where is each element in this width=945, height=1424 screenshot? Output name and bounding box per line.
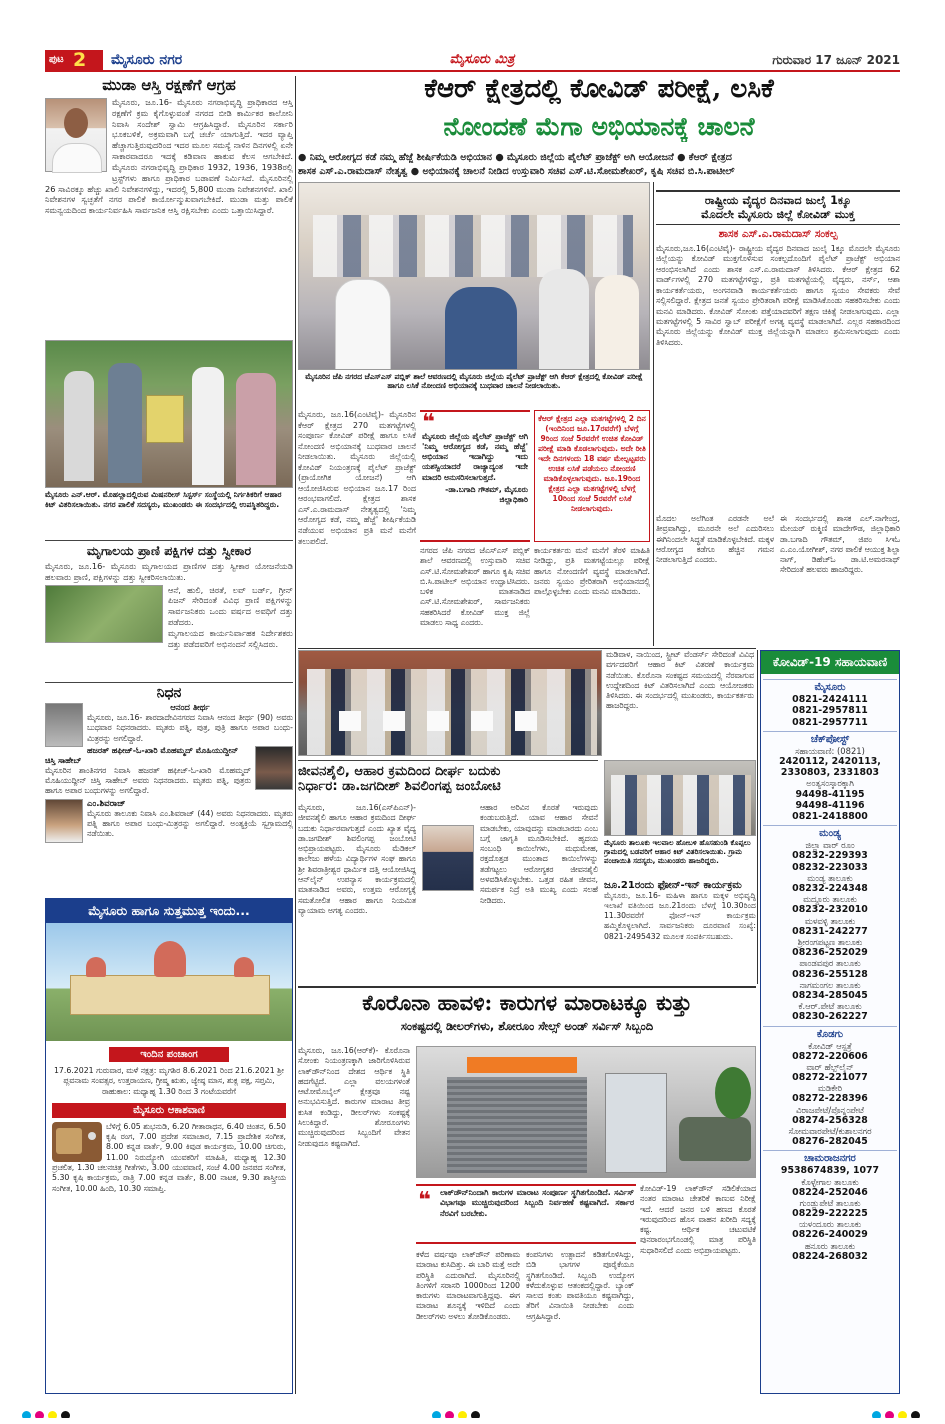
side-headline-1: ರಾಷ್ಟ್ರೀಯ ವೈದ್ಯರ ದಿನವಾದ ಜುಲೈ 1ಕ್ಕೂ [704,194,852,207]
rule-photo-row [298,648,756,649]
parked-suv [679,1117,751,1161]
kit-bags [339,711,559,731]
lead-cont-d: ಈ ಸಂದರ್ಭದಲ್ಲಿ ಶಾಸಕ ಎಲ್.ನಾಗೇಂದ್ರ, ಮೇಯರ್ ರುಕ್ಮಿಣಿ ಮಾದೇಗೌಡ, ಜಿಲ್ಲಾಧಿಕಾರಿ ಡಾ.ಬಗಾದಿ ಗೌತಮ್, ಜಿಪಂ ಸಿಇಓ ಎ.ಎಂ.ಯೋಗೀಶ್, ನಗರ ಪಾಲಿಕೆ ಆಯುಕ್ತ ಶಿಲ್ಪಾ ನಾಗ್, ಡಿಹೆಚ್‌ಓ ಡಾ.ಟಿ.ಅಮರನಾಥ್ ಸೇರಿದಂತೆ ಹಲವರು ಹಾಜರಿದ್ದರು. [780,514,900,575]
helpline-label: ವಿರಾಜಪೇಟೆ/ಪೊನ್ನಂಪೇಟೆ [796,1104,864,1115]
phone-in-body: ಮೈಸೂರು, ಜೂ.16- ಮಹಿಳಾ ಹಾಗೂ ಮಕ್ಕಳ ಅಭಿವೃದ್ಧಿ ಇಲಾಖೆ ವತಿಯಿಂದ ಜೂ.21ರಂದು ಬೆಳಗ್ಗೆ 10.30ರಿಂದ 11.30ರವರೆಗೆ ಫೋನ್-ಇನ್ ಕಾರ್ಯಕ್ರಮ ಹಮ್ಮಿಕೊಳ್ಳಲಾಗಿದೆ. ಸಾರ್ವಜನಿಕರು ದೂರವಾಣಿ ಸಂಖ್ಯೆ: 0821-2495432 ಮೂಲಕ ಸಂಪರ್ಕಿಸಬಹುದು. [604,891,756,941]
lead-cont-b: ಕಾರ್ಯಕರ್ತರು ಮನೆ ಮನೆಗೆ ತೆರಳಿ ಮಾಹಿತಿ ನೀಡಿದ್ದು, ಪ್ರತಿ ಮತಗಟ್ಟೆಯಲ್ಲೂ ಪರೀಕ್ಷೆ ಹಾಗೂ ನೋಂದಣಿಗೆ ವ್ಯವಸ್ಥೆ ಮಾಡಲಾಗಿದೆ. ಜನರು ಸ್ವಯಂ ಪ್ರೇರಿತರಾಗಿ ಅಭಿಯಾನದಲ್ಲಿ ಪಾಲ್ಗೊಳ್ಳಬೇಕು ಎಂದು ಮನವಿ ಮಾಡಿದರು. [534,546,650,597]
zoo-headline: ಮೃಗಾಲಯ ಪ್ರಾಣಿ ಪಕ್ಷಿಗಳ ದತ್ತು ಸ್ವೀಕಾರ [86,543,252,558]
car-quote: ಲಾಕ್‌ಡೌನ್‌ನಿಂದಾಗಿ ಕಾರುಗಳ ಮಾರಾಟ ಸಂಪೂರ್ಣ ಸ್ಥಗಿತಗೊಂಡಿದೆ. ಸರ್ವಿಸ್ ವಿಭಾಗವೂ ಮುಚ್ಚಿರುವುದರಿಂದ ಸಿಬ್ಬಂದಿ ನಿರ್ವಹಣೆ ಕಷ್ಟವಾಗಿದೆ. ಸರ್ಕಾರ ನೆರವಿಗೆ ಬರಬೇಕು. [440,1188,634,1218]
dot-yellow [458,1411,467,1418]
crowd-row [313,215,633,277]
helpline-label: ಕೊಳ್ಳೇಗಾಲ ತಾಲೂಕು [801,1176,859,1187]
helpline-number: 08226-240029 [792,1229,868,1241]
helpline-label: ಪಾಂಡವಪುರ ತಾಲೂಕು [799,958,861,969]
portrait-shirt [52,143,102,173]
lead-cont-a: ನಗರದ ಜೆಪಿ ನಗರದ ಜೆಎಸ್‌ಎಸ್ ಪಬ್ಲಿಕ್ ಶಾಲೆ ಆವರಣದಲ್ಲಿ ಉಸ್ತುವಾರಿ ಸಚಿವ ಎಸ್.ಟಿ.ಸೋಮಶೇಖರ್ ಹಾಗೂ ಕೃಷಿ ಸಚಿವ ಬಿ.ಸಿ.ಪಾಟೀಲ್ ಅಭಿಯಾನ ಉದ್ಘಾಟಿಸಿದರು. ಬಳಿಕ ಮಾತನಾಡಿದ ಎಸ್.ಟಿ.ಸೋಮಶೇಖರ್, ಸಾರ್ವಜನಿಕರು ಸಹಕರಿಸಿದರೆ ಕೋವಿಡ್ ಮುಕ್ತ ಜಿಲ್ಲೆ ಮಾಡಲು ಸಾಧ್ಯ ಎಂದರು. [420,546,530,627]
lead-bullets-1: ● ನಿಮ್ಮ ಆರೋಗ್ಯದ ಕಡೆ ನಮ್ಮ ಹೆಜ್ಜೆ ಶೀರ್ಷಿಕೆಯಡಿ ಅಭಿಯಾನ ● ಮೈಸೂರು ಜಿಲ್ಲೆಯ ಪೈಲೆಟ್ ಪ್ರಾಜೆಕ್ಟ್ ಅಗಿ ಆಯೋಜನೆ ● ಕೆಆರ್ ಕ್ಷೇತ್ರದ [298,152,732,163]
kit-photo-caption: ಮೈಸೂರು ಎನ್.ಆರ್. ಮೊಹಲ್ಲಾದಲ್ಲಿರುವ ಮಿಷನರೀಸ್ ಸಿಸ್ಟರ್ಸ್ ಸಂಸ್ಥೆಯಲ್ಲಿ ನಿರ್ಗತಿಕರಿಗೆ ಆಹಾರ ಕಿಟ್ ವಿತರಿಸಲಾಯಿತು. ನಗರ ಪಾಲಿಕೆ ಸದಸ್ಯರು, ಮುಖಂಡರು ಈ ಸಂದರ್ಭದಲ್ಲಿ ಉಪಸ್ಥಿತರಿದ್ದರು. [45,490,282,509]
helpline-label: ಮಡಿಕೇರಿ [817,1083,843,1094]
lead-photo-caption: ಮೈಸೂರಿನ ಜೆಪಿ ನಗರದ ಜೆಎಸ್‌ಎಸ್ ಪಬ್ಲಿಕ್ ಶಾಲೆ ಆವರಣದಲ್ಲಿ ಮೈಸೂರು ಜಿಲ್ಲೆಯ ಪೈಲೆಟ್ ಪ್ರಾಜೆಕ್ಟ್ ಆಗಿ ಕೆಆರ್ ಕ್ಷೇತ್ರದಲ್ಲಿ ಕೋವಿಡ್ ಪರೀಕ್ಷೆ ಹಾಗೂ ಲಸಿಕೆ ನೋಂದಣಿ ಅಭಿಯಾನಕ್ಕೆ ಬುಧವಾರ ಚಾಲನೆ ನೀಡಲಾಯಿತು. [305,372,643,391]
dot-cyan [22,1411,31,1418]
kit-group-photo [298,650,602,756]
helpline-label: ಮಳವಳ್ಳಿ ತಾಲೂಕು [804,915,856,926]
obit-body-2: ಮೈಸೂರಿನ ಶಾಂತಿನಗರ ನಿವಾಸಿ ಹಜರತ್ ಹಫೀಜ್-ಓ-ಖಾರಿ ಮೊಹಮ್ಮದ್ ಮೊಹಿಯುದ್ದೀನ್ ಚಿಸ್ತಿ ಸಾಹೇಬ್ ಅವರು ನಿಧನರಾದರು. ಮೃತರು ಪತ್ನಿ, ಪುತ್ರರು ಹಾಗೂ ಅಪಾರ ಬಂಧುಗಳನ್ನು ಅಗಲಿದ್ದಾರೆ. [45,765,251,796]
helpline-number: 0821-2424111 [792,694,868,705]
lead-cont-c: ಮೊದಲ ಅಲೆಗಿಂತ ಎರಡನೇ ಅಲೆ ತೀವ್ರವಾಗಿದ್ದು, ಮೂರನೇ ಅಲೆ ಎದುರಿಸಲು ಈಗಿನಿಂದಲೇ ಸಿದ್ಧತೆ ಮಾಡಿಕೊಳ್ಳಬೇಕಿದೆ. ಮಕ್ಕಳ ಆರೋಗ್ಯದ ಕಡೆಗೂ ಹೆಚ್ಚಿನ ಗಮನ ನೀಡಲಾಗುತ್ತಿದೆ ಎಂದರು. [656,514,774,565]
side-headline-bar [656,190,900,225]
dot-magenta [35,1411,44,1418]
obit-name-2: ಹಜರತ್ ಹಫೀಜ್-ಓ-ಖಾರಿ ಮೊಹಮ್ಮದ್ ಮೊಹಿಯುದ್ದೀನ್ ಚಿಸ್ತಿ ಸಾಹೇಬ್ [45,745,239,765]
car-col-2: ಕಳೆದ ವರ್ಷವೂ ಲಾಕ್‌ಡೌನ್ ಪರಿಣಾಮ ಮಾರಾಟ ಕುಸಿದಿತ್ತು. ಈ ಬಾರಿ ಮತ್ತೆ ಅದೇ ಪರಿಸ್ಥಿತಿ ಎದುರಾಗಿದೆ. ಮೈಸೂರಿನಲ್ಲಿ ತಿಂಗಳಿಗೆ ಸರಾಸರಿ 1000ರಿಂದ 1200 ಕಾರುಗಳು ಮಾರಾಟವಾಗುತ್ತಿದ್ದವು. ಈಗ ಮಾರಾಟ ಶೂನ್ಯಕ್ಕೆ ಇಳಿದಿದೆ ಎಂದು ಡೀಲರ್‌ಗಳು ಅಳಲು ತೋಡಿಕೊಂಡರು. [416,1250,520,1321]
obit-name-1: ಆನಂದ ತೀರ್ಥ [170,703,210,713]
helpline-label: ಜಿಲ್ಲಾ ವಾರ್ ರೂಂ [805,840,855,851]
doctor-photo [422,825,474,891]
lead-headline-1: ಕೆಆರ್ ಕ್ಷೇತ್ರದಲ್ಲಿ ಕೋವಿಡ್ ಪರೀಕ್ಷೆ, ಲಸಿಕೆ [424,74,774,104]
helpline-label: ಅಂತ್ಯಸಂಸ್ಕಾರಕ್ಕಾಗಿ [806,778,854,789]
helpline-label: ಸೋಮವಾರಪೇಟೆ/ಕುಶಾಲನಗರ [788,1126,872,1136]
page-number-badge [45,50,103,70]
dot-yellow [898,1411,907,1418]
kit-bag [146,395,184,443]
car-col-4: ಕೋವಿಡ್-19 ಲಾಕ್‌ಡೌನ್ ಸಡಿಲಿಕೆಯಾದ ನಂತರ ಮಾರಾಟ ಚೇತರಿಕೆ ಕಾಣುವ ನಿರೀಕ್ಷೆ ಇದೆ. ಆದರೆ ಜನರ ಬಳಿ ಹಣದ ಕೊರತೆ ಇರುವುದರಿಂದ ಹೊಸ ವಾಹನ ಖರೀದಿ ಸದ್ಯಕ್ಕೆ ಕಷ್ಟ. ಆರ್ಥಿಕ ಚಟುವಟಿಕೆ ಪುನರಾರಂಭಗೊಂಡಲ್ಲಿ ಮಾತ್ರ ಪರಿಸ್ಥಿತಿ ಸುಧಾರಿಸಲಿದೆ ಎಂದು ಅಭಿಪ್ರಾಯಪಟ್ಟರು. [640,1184,756,1255]
lead-schedule-box [534,410,650,542]
village-kit-photo [604,760,756,836]
obit-name-3: ಎಂ.ಶಿವರಾಜ್ [87,798,126,809]
panchang-text: 17.6.2021 ಗುರುವಾರ, ಮಳೆ ನಕ್ಷತ್ರ: ಮೃಗಶಿರ 8.6.2021 ರಿಂದ 21.6.2021 ಶ್ರೀ ಪ್ಲವನಾಮ ಸಂವತ್ಸರ, ಉತ್ತರಾಯಣ, ಗ್ರೀಷ್ಮ ಋತು, ಜ್ಯೇಷ್ಠ ಮಾಸ, ಶುಕ್ಲ ಪಕ್ಷ, ಸಪ್ತಮಿ, ರಾಹುಕಾಲ: ಮಧ್ಯಾಹ್ನ 1.30 ರಿಂದ 3 ಗಂಟೆಯವರೆಗೆ [53,1066,285,1096]
helpline-label: ಸಹಾಯವಾಣಿ: (0821) [795,745,865,756]
helpline-number: 08232-232010 [792,904,868,916]
showroom-photo [416,1046,756,1178]
helpline-label: ಯಳಂದೂರು ತಾಲೂಕು [798,1219,862,1230]
zoo-body-side: ಆನೆ, ಹುಲಿ, ಚಿರತೆ, ಲವ್ ಬರ್ಡ್, ಗ್ರೀನ್ ಪಿಜನ್ ಸೇರಿದಂತೆ ವಿವಿಧ ಪ್ರಾಣಿ ಪಕ್ಷಿಗಳನ್ನು ಸಾರ್ವಜನಿಕರು ಒಂದು ವರ್ಷದ ಅವಧಿಗೆ ದತ್ತು ಪಡೆದರು. [168,584,293,628]
dot-black [61,1411,70,1418]
lead-photo [298,182,650,370]
muda-body: ಮೈಸೂರು, ಜೂ.16- ಮೈಸೂರು ನಗರಾಭಿವೃದ್ಧಿ ಪ್ರಾಧಿಕಾರದ ಆಸ್ತಿ ರಕ್ಷಣೆಗೆ ಕ್ರಮ ಕೈಗೊಳ್ಳುವಂತೆ ನಗರದ ಬೀಡಿ ಕಾರ್ಮಿಕರ ಕಾಲೋನಿ ನಿವಾಸಿ ಸಂದೇಶ್ ಸ್ವಾಮಿ ಆಗ್ರಹಿಸಿದ್ದಾರೆ. ಮೈಸೂರಿನ ಸರ್ಕಾರಿ ಭೂಕಬಳಿಕೆ, ಅಕ್ರಮವಾಗಿ ಬಗ್ಗೆ ಚರ್ಚೆ ಯಾಗುತ್ತಿದೆ. ಇದರ ವ್ಯಾಪ್ತಿ ಹೆಚ್ಚಾಗುತ್ತಿರುವುದರಿಂದ ಇದರ ಮೂಲ ಸಮಸ್ಯೆ ನಾಳಿನ ದಿನಗಳಲ್ಲಿ ಏನೇ ಸಾಕಾರವಾದರೂ ಇದಕ್ಕೆ ಕಡಿವಾಣ ಹಾಕುವ ಕೆಲಸ ಆಗಬೇಕಿದೆ. ಮೈಸೂರು ನಗರಾಭಿವೃದ್ಧಿ ಪ್ರಾಧಿಕಾರ 1932, 1936, 1938ರಲ್ಲಿ ಟ್ರಸ್ಟ್‌ಗಳು ಹಾಗೂ ಪ್ರಾಧಿಕಾರ ಬಡಾವಣೆ ನಿರ್ಮಿಸಿದೆ. ಮೈಸೂರಿನಲ್ಲಿ 26 ಸಾವಿರಕ್ಕೂ ಹೆಚ್ಚು ಖಾಲಿ ನಿವೇಶನಗಳಿದ್ದು, ಇದರಲ್ಲಿ 5,800 ಮುಡಾ ನಿವೇಶನಗಳಿವೆ. ಖಾಲಿ ನಿವೇಶನಗಳ ಸ್ವಚ್ಛತೆಗೆ ನಗರ ಪಾಲಿಕೆ ಕಾರ್ಯೋನ್ಮುಖವಾಗಬೇಕಿದೆ. ಮುಡಾ ಮತ್ತು ಪಾಲಿಕೆ ಸಮನ್ವಯದಿಂದ ಕಾರ್ಯನಿರ್ವಹಿಸಿ ಸಾರ್ವಜನಿಕ ಆಸ್ತಿ ರಕ್ಷಿಸಬೇಕು ಎಂದು ಒತ್ತಾಯಿಸಿದ್ದಾರೆ. [45,97,293,216]
car-col-3: ಕಂಪನಿಗಳು ಉತ್ಪಾದನೆ ಕಡಿತಗೊಳಿಸಿದ್ದು, ಬಿಡಿ ಭಾಗಗಳ ಪೂರೈಕೆಯೂ ಸ್ಥಗಿತಗೊಂಡಿದೆ. ಸಿಬ್ಬಂದಿ ಉದ್ಯೋಗ ಕಳೆದುಕೊಳ್ಳುವ ಆತಂಕದಲ್ಲಿದ್ದಾರೆ. ಬ್ಯಾಂಕ್ ಸಾಲದ ಕಂತು ಪಾವತಿಯೂ ಕಷ್ಟವಾಗಿದ್ದು, ತೆರಿಗೆ ವಿನಾಯಿತಿ ನೀಡಬೇಕು ಎಂದು ಆಗ್ರಹಿಸಿದ್ದಾರೆ. [526,1250,634,1321]
helpline-number: 08272-228396 [792,1093,868,1105]
village-people [611,775,751,836]
helpline-label: ನಾಗಮಂಗಲ ತಾಲೂಕು [799,979,861,990]
today-box [45,898,293,1394]
helpline-label: ಮಂಡ್ಯ ತಾಲೂಕು [807,873,853,884]
helpline-title [761,651,899,674]
obit-photo-2 [255,746,293,790]
lead-headline-2: ನೋಂದಣೆ ಮೆಗಾ ಅಭಿಯಾನಕ್ಕೆ ಚಾಲನೆ [443,112,755,141]
helpline-label: ಹನೂರು ತಾಲೂಕು [804,1240,856,1251]
covid-helpline [760,650,900,1394]
quote-icon: ❝ [422,410,435,435]
dot-yellow [48,1411,57,1418]
obit-body-1: ಮೈಸೂರು, ಜೂ.16- ಶಾರದಾದೇವಿನಗರದ ನಿವಾಸಿ ಆನಂದ ತೀರ್ಥ (90) ಅವರು ಬುಧವಾರ ನಿಧನರಾದರು. ಮೃತರು ಪತ್ನಿ, ಪುತ್ರ, ಪುತ್ರಿ ಹಾಗೂ ಅಪಾರ ಬಂಧು-ಮಿತ್ರರನ್ನು ಅಗಲಿದ್ದಾರೆ. [87,713,293,743]
issue-date: ಗುರುವಾರ 17 ಜೂನ್ 2021 [772,53,900,67]
obituary-section [45,682,293,894]
helpline-number: 08232-224348 [792,883,868,895]
helpline-number: 08232-229393 [792,850,868,862]
lead-quote: ಮೈಸೂರು ಜಿಲ್ಲೆಯ ಪೈಲೆಟ್ ಪ್ರಾಜೆಕ್ಟ್ ಆಗಿ 'ನಿಮ್ಮ ಆರೋಗ್ಯದ ಕಡೆ, ನಮ್ಮ ಹೆಜ್ಜೆ' ಅಭಿಯಾನ ಇದಾಗಿದ್ದು ಇದು ಯಶಸ್ವಿಯಾದರೆ ರಾಜ್ಯಾದ್ಯಂತ ಇದೇ ಮಾದರಿ ಅನುಸರಿಸಲಾಗುತ್ತದೆ. [422,431,528,482]
helpline-label: ಗುಂಡ್ಲುಪೇಟೆ ತಾಲೂಕು [799,1198,861,1208]
helpline-label: ಕೋವಿಡ್ ಆಸ್ಪತ್ರೆ [808,1040,852,1051]
kit-story-body: ಮಡಿವಾಳ, ನಾಯಿಂದ, ಸ್ಟ್ರೀಟ್ ವೆಂಡರ್ಸ್ ಸೇರಿದಂತೆ ವಿವಿಧ ವರ್ಗದವರಿಗೆ ಆಹಾರ ಕಿಟ್ ವಿತರಣೆ ಕಾರ್ಯಕ್ರಮ ನಡೆಯಿತು. ಕೊರೊನಾ ಸಂಕಷ್ಟದ ಸಮಯದಲ್ಲಿ ನೆರವಾಗುವ ಉದ್ದೇಶದಿಂದ ಕಿಟ್ ವಿತರಿಸಲಾಗಿದೆ ಎಂದು ಆಯೋಜಕರು ತಿಳಿಸಿದರು. ಈ ಸಂದರ್ಭದಲ್ಲಿ ಮುಖಂಡರು, ಕಾರ್ಯಕರ್ತರು ಹಾಜರಿದ್ದರು. [606,650,754,711]
kit-distribution-photo [45,340,293,488]
radio-title: ಮೈಸೂರು ಆಕಾಶವಾಣಿ [52,1103,286,1118]
rule-helpline [757,650,758,984]
side-headline-2: ಮೊದಲೇ ಮೈಸೂರು ಜಿಲ್ಲೆ ಕೋವಿಡ್ ಮುಕ್ತ [701,208,855,221]
lead-col-1: ಮೈಸೂರು, ಜೂ.16(ಎಂಟಿವೈ)- ಮೈಸೂರಿನ ಕೆಆರ್ ಕ್ಷೇತ್ರದ 270 ಮತಗಟ್ಟೆಗಳಲ್ಲಿ ಸಂಪೂರ್ಣ ಕೋವಿಡ್ ಪರೀಕ್ಷೆ ಹಾಗೂ ಲಸಿಕೆ ನೋಂದಣಿ ಅಭಿಯಾನಕ್ಕೆ ಬುಧವಾರ ಚಾಲನೆ ನೀಡಲಾಯಿತು. ಮೈಸೂರು ಜಿಲ್ಲೆಯಲ್ಲಿ ಕೋವಿಡ್ ನಿಯಂತ್ರಣಕ್ಕೆ ಪೈಲೆಟ್ ಪ್ರಾಜೆಕ್ಟ್ (ಪ್ರಾಯೋಗಿಕ ಯೋಜನೆ) ಆಗಿ ಆಯೋಜಿಸಿರುವ ಅಭಿಯಾನ ಜೂ.17 ರಿಂದ ಆರಂಭವಾಗಲಿದೆ. ಕ್ಷೇತ್ರದ ಶಾಸಕ ಎಸ್.ಎ.ರಾಮದಾಸ್ ನೇತೃತ್ವದಲ್ಲಿ 'ನಿಮ್ಮ ಆರೋಗ್ಯದ ಕಡೆ, ನಮ್ಮ ಹೆಜ್ಜೆ' ಶೀರ್ಷಿಕೆಯಡಿ ನಡೆಯುವ ಅಭಿಯಾನ ಪ್ರತಿ ಮನೆ ಮನೆಗೆ ತಲುಪಲಿದೆ. [298,410,416,546]
muda-story [45,76,293,336]
helpline-number: 08236-252029 [792,947,868,959]
health-worker [335,279,391,370]
rule-side [653,182,654,646]
obituary-heading: ನಿಧನ [156,685,182,701]
obit-photo-1 [45,703,83,747]
side-subhead: ಶಾಸಕ ಎಸ್.ಎ.ರಾಮದಾಸ್ ಸಂಕಲ್ಪ [718,228,838,240]
helpline-number: 94498-41196 [795,799,865,811]
helpline-number: 08274-256328 [792,1114,868,1126]
plant [715,1067,751,1119]
health-headline-1: ಜೀವನಶೈಲಿ, ಆಹಾರ ಕ್ರಮದಿಂದ ದೀರ್ಘ ಬದುಕು [298,764,501,779]
helpline-region: ಮಂಡ್ಯ [763,825,897,840]
lead-quote-box [420,410,530,542]
palace-dome-left [86,957,106,977]
official-far [595,275,639,370]
helpline-number: 08231-242277 [792,925,868,937]
side-body: ಮೈಸೂರು,ಜೂ.16(ಎಂಟಿವೈ)- ರಾಷ್ಟ್ರೀಯ ವೈದ್ಯರ ದಿನವಾದ ಜುಲೈ 1ಕ್ಕೂ ಮೊದಲೇ ಮೈಸೂರು ಜಿಲ್ಲೆಯನ್ನು ಕೋವಿಡ್ ಮುಕ್ತಗೊಳಿಸುವ ಸಂಕಲ್ಪದೊಂದಿಗೆ ಪೈಲೆಟ್ ಪ್ರಾಜೆಕ್ಟ್ ಅಭಿಯಾನ ಆರಂಭಿಸಲಾಗಿದೆ ಎಂದು ಶಾಸಕ ಎಸ್.ಎ.ರಾಮದಾಸ್ ತಿಳಿಸಿದರು. ಕೆಆರ್ ಕ್ಷೇತ್ರದ 62 ವಾರ್ಡ್‌ಗಳಲ್ಲಿ 270 ಮತಗಟ್ಟೆಗಳಿದ್ದು, ಪ್ರತಿ ಮತಗಟ್ಟೆಯಲ್ಲಿ ವೈದ್ಯರು, ನರ್ಸ್, ಆಶಾ ಕಾರ್ಯಕರ್ತೆಯರು, ಅಂಗನವಾಡಿ ಕಾರ್ಯಕರ್ತೆಯರು ಹಾಗೂ ಸ್ವಯಂ ಸೇವಕರು ಸೇವೆ ಸಲ್ಲಿಸಲಿದ್ದಾರೆ. ಕ್ಷೇತ್ರದ ಜನತೆ ಸ್ವಯಂ ಪ್ರೇರಿತರಾಗಿ ಪರೀಕ್ಷೆ ಮಾಡಿಸಿಕೊಂಡು ಸಹಕರಿಸಬೇಕು ಎಂದು ಮನವಿ ಮಾಡಿದರು. ಕೋವಿಡ್ ಸೋಂಕು ಪತ್ತೆಯಾದವರಿಗೆ ತಕ್ಷಣ ಚಿಕಿತ್ಸೆ ನೀಡಲಾಗುವುದು. ಎಲ್ಲಾ ಮತಗಟ್ಟೆಗಳಲ್ಲಿ 5 ಸಾವಿರ ಸ್ವಾಬ್ ಪರೀಕ್ಷೆಗೆ ಅಗತ್ಯ ವ್ಯವಸ್ಥೆ ಮಾಡಲಾಗಿದೆ. ಎಲ್ಲರ ಸಹಕಾರದಿಂದ ಮೈಸೂರು ಜಿಲ್ಲೆಯನ್ನು ಕೋವಿಡ್ ಮುಕ್ತ ಜಿಲ್ಲೆಯನ್ನಾಗಿ ಮಾಡಲು ಶ್ರಮಿಸಲಾಗುವುದು ಎಂದು ತಿಳಿಸಿದರು. [656,244,900,347]
helpline-number: 94498-41195 [795,788,865,800]
zoo-body-bottom: ಮೃಗಾಲಯದ ಕಾರ್ಯನಿರ್ವಾಹಕ ನಿರ್ದೇಶಕರು ದತ್ತು ಪಡೆದವರಿಗೆ ಅಭಿನಂದನೆ ಸಲ್ಲಿಸಿದರು. [168,627,293,649]
person-3 [192,367,224,485]
lead-schedule: ಕೆಆರ್ ಕ್ಷೇತ್ರದ ಎಲ್ಲಾ ಮತಗಟ್ಟೆಗಳಲ್ಲಿ 2 ದಿನ (ಇಂದಿನಿಂದ ಜೂ.17ರವರೆಗೆ) ಬೆಳಗ್ಗೆ 9ರಿಂದ ಸಂಜೆ 5ರವರೆಗೆ ಉಚಿತ ಕೋವಿಡ್ ಪರೀಕ್ಷೆ ಮಾಡಿ ಕೊಡಲಾಗುವುದು. ಅದೇ ರೀತಿ ಇದೇ ದಿನಗಳಂದು 18 ವರ್ಷ ಮೇಲ್ಪಟ್ಟವರು ಉಚಿತ ಲಸಿಕೆ ಪಡೆಯಲು ನೋಂದಣಿ ಮಾಡಿಕೊಳ್ಳಲಾಗುವುದು. ಜೂ.19ರಿಂದ ಕ್ಷೇತ್ರದ ಎಲ್ಲಾ ಮತಗಟ್ಟೆಗಳಲ್ಲಿ ಬೆಳಗ್ಗೆ 10ರಿಂದ ಸಂಜೆ 5ರವರೆಗೆ ಲಸಿಕೆ ನೀಡಲಾಗುವುದು. [538,414,646,514]
masthead [45,50,900,72]
helpline-region: ಕೊಡಗು [763,1026,897,1041]
helpline-region: ಮೈಸೂರು [763,679,897,694]
lead-quote-author: -ಡಾ.ಬಗಾದಿ ಗೌತಮ್, ಮೈಸೂರು ಜಿಲ್ಲಾಧಿಕಾರಿ [445,485,528,504]
helpline-number: 08229-222225 [792,1208,868,1220]
person-4 [236,373,276,485]
rule-left [295,76,296,1394]
showroom-shutter [447,1077,587,1173]
portrait-head [64,108,88,138]
helpline-number: 0821-2957811 [792,705,868,717]
helpline-title-text: ಕೋವಿಡ್-19 ಸಹಾಯವಾಣಿ [772,655,888,669]
zoo-photo [45,585,163,643]
helpline-label: ಶ್ರೀರಂಗಪಟ್ಟಣ ತಾಲೂಕು [797,937,863,948]
dot-black [911,1411,920,1418]
helpline-label: ಮದ್ದೂರು ತಾಲೂಕು [803,894,857,905]
radio-knob [88,1132,96,1140]
radio-speaker [56,1128,82,1154]
dot-cyan [432,1411,441,1418]
car-quote-icon: ❝ [418,1188,431,1213]
helpline-number: 2420112, 2420113, [779,755,881,767]
palace-body [70,975,270,1015]
car-subhead: ಸಂಕಷ್ಟದಲ್ಲಿ ಡೀಲರ್‌ಗಳು, ಶೋರೂಂ ಸೇಲ್ಸ್ ಅಂಡ್ ಸರ್ವಿಸ್ ಸಿಬ್ಬಂದಿ [400,1019,654,1033]
radio-text: ಬೆಳಿಗ್ಗೆ 6.05 ಶುಭನುಡಿ, 6.20 ಗೀತಾರಾಧನ, 6.40 ಚಿಂತನ, 6.50 ಕೃಷಿ ರಂಗ, 7.00 ಪ್ರದೇಶ ಸಮಾಚಾರ, 7.15 ಪ್ರಾದೇಶಿಕ ಸಂಗೀತ, 8.00 ಕನ್ನಡ ವಾರ್ತೆ, 9.00 ಕಿವುಡ ಕಾರ್ಯಕ್ರಮ, 10.00 ಚಿಗುರು, 11.00 ನಿರುದ್ಯೋಗಿ ಯುವಕರಿಗೆ ಮಾಹಿತಿ, ಮಧ್ಯಾಹ್ನ 12.30 ಪ್ರಚಲಿತ, 1.30 ಚಲನಚಿತ್ರ ಗೀತೆಗಳು, 3.00 ಯುವವಾಣಿ, ಸಂಜೆ 4.00 ಜನಪದ ಸಂಗೀತ, 5.30 ಕೃಷಿ ಕಾರ್ಯಕ್ರಮ, ರಾತ್ರಿ 7.00 ಕನ್ನಡ ವಾರ್ತೆ, 8.00 ನಾಟಕ, 9.30 ಶಾಸ್ತ್ರೀಯ ಸಂಗೀತ, 10.00 ಹಿಂದಿ, 10.30 ಸಮಾಪ್ತಿ. [52,1121,286,1193]
phone-in-headline: ಜೂ.21ರಂದು ಫೋನ್-ಇನ್ ಕಾರ್ಯಕ್ರಮ [604,880,742,891]
palace-dome-center [154,941,186,977]
reg-dots-right [870,1405,922,1418]
car-story-headline [298,986,756,1042]
car-headline: ಕೊರೊನಾ ಹಾವಳಿ: ಕಾರುಗಳ ಮಾರಾಟಕ್ಕೂ ಕುತ್ತು [362,990,692,1015]
zoo-story [45,540,293,680]
page-label: ಪುಟ [49,54,64,65]
helpline-number: 08230-262227 [792,1011,868,1023]
section-name: ಮೈಸೂರು ನಗರ [111,52,183,68]
muda-headline: ಮುಡಾ ಆಸ್ತಿ ರಕ್ಷಣೆಗೆ ಆಗ್ರಹ [102,76,236,94]
person-1 [64,371,94,481]
obit-body-3: ಮೈಸೂರು ತಾಲೂಕು ನಿವಾಸಿ ಎಂ.ಶಿವರಾಜ್ (44) ಅವರು ನಿಧನರಾದರು. ಮೃತರು ಪತ್ನಿ ಹಾಗೂ ಅಪಾರ ಬಂಧು-ಮಿತ್ರರನ್ನು ಅಗಲಿದ್ದಾರೆ. ಅಂತ್ಯಕ್ರಿಯೆ ಸ್ವಗ್ರಾಮದಲ್ಲಿ ನಡೆಯಿತು. [87,808,293,839]
dot-black [471,1411,480,1418]
person-2 [108,363,142,483]
page-number: 2 [73,50,87,71]
dot-magenta [445,1411,454,1418]
helpline-number: 08276-282045 [792,1136,868,1148]
helpline-list [761,674,899,1264]
showroom-sign [467,1057,577,1073]
helpline-label: ಕೆ.ಆರ್.ಪೇಟೆ ತಾಲೂಕು [798,1001,862,1012]
village-photo-caption: ಮೈಸೂರು ತಾಲೂಕು ಇಲವಾಲ ಹೋಬಳಿ ಹೊಸಹುಂಡಿ ಕೊಪ್ಪಲು ಗ್ರಾಮದಲ್ಲಿ ಬಡವರಿಗೆ ಆಹಾರ ಕಿಟ್ ವಿತರಿಸಲಾಯಿತು. ಗ್ರಾಮ ಪಂಚಾಯಿತಿ ಸದಸ್ಯರು, ಮುಖಂಡರು ಹಾಜರಿದ್ದರು. [604,838,751,866]
panchang-title: ಇಂದಿನ ಪಂಚಾಂಗ [109,1047,229,1062]
health-col-1: ಮೈಸೂರು, ಜೂ.16(ಎಸ್‌ಪಿಎನ್)- ಜೀವನಶೈಲಿ ಹಾಗೂ ಆಹಾರ ಕ್ರಮದಿಂದ ದೀರ್ಘ ಬದುಕು ನಿರ್ಧಾರವಾಗುತ್ತದೆ ಎಂದು ಖ್ಯಾತ ವೈದ್ಯ ಡಾ.ಜಗದೀಶ್ ಶಿವಲಿಂಗಪ್ಪ ಜಂಬೋಟಿ ಅಭಿಪ್ರಾಯಪಟ್ಟರು. ಮೈಸೂರು ಮೆಡಿಕಲ್ ಕಾಲೇಜು ಹಳೆಯ ವಿದ್ಯಾರ್ಥಿಗಳ ಸಂಘ ಹಾಗೂ ಶ್ರೀ ಶಿವರಾತ್ರೀಶ್ವರ ಧಾರ್ಮಿಕ ದತ್ತಿ ಆಯೋಜಿಸಿದ್ದ ಆನ್‌ಲೈನ್ ಉಪನ್ಯಾಸ ಕಾರ್ಯಕ್ರಮದಲ್ಲಿ ಮಾತನಾಡಿದ ಅವರು, ಉತ್ತಮ ಆರೋಗ್ಯಕ್ಕೆ ಸಮತೋಲಿತ ಆಹಾರ ಹಾಗೂ ನಿಯಮಿತ ವ್ಯಾಯಾಮ ಅಗತ್ಯ ಎಂದರು. [298,803,416,915]
health-headline-2: ನಿರ್ಧಾರ: ಡಾ.ಜಗದೀಶ್ ಶಿವಲಿಂಗಪ್ಪ ಜಂಬೋಟಿ [298,779,501,794]
palace-illustration [46,923,292,1041]
car-quote-box [416,1184,636,1244]
helpline-number: 08234-285045 [792,989,868,1001]
helpline-label: ವಾರ್ ಹೆಲ್ಪ್‌ಲೈನ್ [806,1061,854,1072]
helpline-number: 2330803, 2331803 [780,767,880,779]
today-title: ಮೈಸೂರು ಹಾಗೂ ಸುತ್ತಮುತ್ತ ಇಂದು... [46,899,292,923]
helpline-region: ಚಾಮರಾಜನಗರ [763,1150,897,1165]
helpline-number: 08272-220606 [792,1050,868,1062]
reg-dots-center [430,1405,482,1418]
reg-dots-left [20,1405,72,1418]
health-col-2: ಆಹಾರ ಅರಿವಿನ ಕೊರತೆ ಇರುವುದು ಕಂಡುಬರುತ್ತಿದೆ. ಯಾವ ಆಹಾರ ಸೇವನೆ ಮಾಡಬೇಕು, ಯಾವುದನ್ನು ಮಾಡಬಾರದು ಎಂಬ ಬಗ್ಗೆ ಜಾಗೃತಿ ಮೂಡಿಸಬೇಕಿದೆ. ಹೃದಯ ಸಂಬಂಧಿ ಕಾಯಿಲೆಗಳು, ಮಧುಮೇಹ, ರಕ್ತದೊತ್ತಡ ಮುಂತಾದ ಕಾಯಿಲೆಗಳನ್ನು ತಡೆಗಟ್ಟಲು ಆರೋಗ್ಯಕರ ಜೀವನಶೈಲಿ ಅಳವಡಿಸಿಕೊಳ್ಳಬೇಕು. ಒತ್ತಡ ರಹಿತ ಜೀವನ, ಸಮರ್ಪಕ ನಿದ್ರೆ ಅತಿ ಮುಖ್ಯ ಎಂದು ಸಲಹೆ ನೀಡಿದರು. [480,803,598,905]
helpline-number: 0821-2957711 [792,716,868,728]
lead-bullets-2: ಶಾಸಕ ಎಸ್.ಎ.ರಾಮದಾಸ್ ನೇತೃತ್ವ ● ಅಭಿಯಾನಕ್ಕೆ ಚಾಲನೆ ನೀಡಿದ ಉಸ್ತುವಾರಿ ಸಚಿವ ಎಸ್.ಟಿ.ಸೋಮಶೇಖರ್, ಕೃಷಿ ಸಚಿವ ಬಿ.ಸಿ.ಪಾಟೀಲ್ [298,166,735,177]
helpline-number: 9538674839, 1077 [780,1165,880,1177]
side-story [656,190,900,510]
helpline-number: 08224-252046 [792,1186,868,1198]
official-right [539,269,589,370]
helpline-number: 08232-223033 [792,861,868,873]
palace-dome-right [234,957,254,977]
helpline-number: 08272-221077 [792,1072,868,1083]
helpline-number: 08236-255128 [792,968,868,980]
muda-photo [45,98,107,172]
zoo-body-top: ಮೈಸೂರು, ಜೂ.16- ಮೈಸೂರು ಮೃಗಾಲಯದ ಪ್ರಾಣಿಗಳ ದತ್ತು ಸ್ವೀಕಾರ ಯೋಜನೆಯಡಿ ಹಲವಾರು ಪ್ರಾಣಿ, ಪಕ್ಷಿಗಳನ್ನು ದತ್ತು ಸ್ವೀಕರಿಸಲಾಯಿತು. [45,561,293,582]
seated-man [445,287,517,370]
footer-registration-marks [0,1402,945,1418]
helpline-number: 08224-268032 [792,1250,868,1262]
obit-photo-3 [45,799,83,843]
car-col-1: ಮೈಸೂರು, ಜೂ.16(ಆರ್‌ಕೆ)- ಕೊರೊನಾ ಸೋಂಕು ನಿಯಂತ್ರಣಕ್ಕಾಗಿ ಜಾರಿಗೊಳಿಸಿರುವ ಲಾಕ್‌ಡೌನ್‌ನಿಂದ ದೇಶದ ಆರ್ಥಿಕ ಸ್ಥಿತಿ ಹದಗೆಟ್ಟಿದೆ. ಎಲ್ಲಾ ವಲಯಗಳಂತೆ ಆಟೋಮೊಬೈಲ್ ಕ್ಷೇತ್ರವೂ ನಷ್ಟ ಅನುಭವಿಸುತ್ತಿದೆ. ಕಾರುಗಳ ಮಾರಾಟ ತೀವ್ರ ಕುಸಿತ ಕಂಡಿದ್ದು, ಡೀಲರ್‌ಗಳು ಸಂಕಷ್ಟಕ್ಕೆ ಸಿಲುಕಿದ್ದಾರೆ. ಶೋರೂಂಗಳು ಮುಚ್ಚಿರುವುದರಿಂದ ಸಿಬ್ಬಂದಿಗೆ ವೇತನ ನೀಡುವುದೂ ಕಷ್ಟವಾಗಿದೆ. [298,1046,410,1148]
showroom-door [605,1073,667,1173]
phone-in-story [604,880,756,982]
helpline-number: 0821-2418800 [792,811,868,823]
dot-cyan [872,1411,881,1418]
paper-name: ಮೈಸೂರು ಮಿತ್ರ [449,52,515,67]
helpline-region: ಚೆಕ್‌ಪೋಸ್ಟ್ [763,731,897,746]
health-story [298,760,598,982]
dot-magenta [885,1411,894,1418]
radio-icon [52,1122,102,1162]
